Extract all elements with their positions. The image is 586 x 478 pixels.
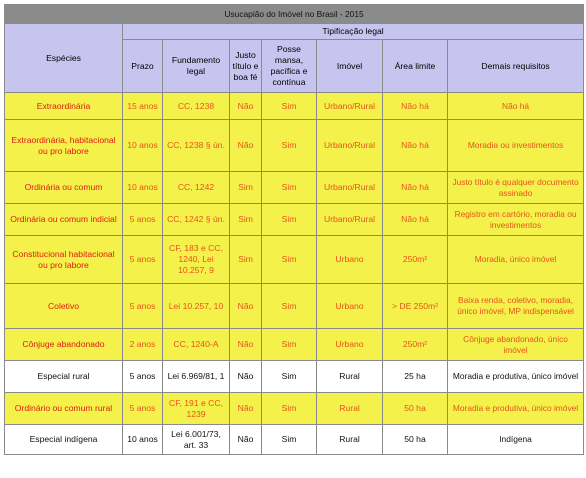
- table-body: [5, 93, 584, 455]
- header-demais-requisitos: Demais requisitos: [448, 40, 584, 93]
- table-title: Usucapião do Imóvel no Brasil - 2015: [5, 5, 584, 24]
- cell-requisitos: Moradia e produtiva, único imóvel: [448, 393, 584, 425]
- cell-especie: Ordinária ou comum: [5, 172, 123, 204]
- header-justo-titulo: Justo título e boa fé: [230, 40, 262, 93]
- table-row: [5, 425, 584, 455]
- cell-fundamento: CC, 1242: [163, 172, 230, 204]
- cell-especie: Especial rural: [5, 361, 123, 393]
- cell-justo-titulo: Não: [230, 93, 262, 120]
- cell-especie: Ordinário ou comum rural: [5, 393, 123, 425]
- cell-prazo: 5 anos: [123, 204, 163, 236]
- cell-posse: Sim: [262, 93, 317, 120]
- usucapiao-table-container: [4, 4, 584, 455]
- cell-prazo: 5 anos: [123, 361, 163, 393]
- cell-requisitos: Cônjuge abandonado, único imóvel: [448, 329, 584, 361]
- cell-area: 250m²: [383, 236, 448, 284]
- cell-posse: Sim: [262, 425, 317, 455]
- cell-area: 50 ha: [383, 393, 448, 425]
- cell-justo-titulo: Sim: [230, 236, 262, 284]
- cell-prazo: 5 anos: [123, 284, 163, 329]
- header-posse-mansa: Posse mansa, pacífica e contínua: [262, 40, 317, 93]
- header-fundamento-legal: Fundamento legal: [163, 40, 230, 93]
- title-row: [5, 5, 584, 24]
- table-row: [5, 204, 584, 236]
- cell-especie: Constitucional habitacional ou pro labore: [5, 236, 123, 284]
- cell-fundamento: CC, 1238 § ún.: [163, 120, 230, 172]
- cell-fundamento: Lei 6.001/73, art. 33: [163, 425, 230, 455]
- cell-justo-titulo: Não: [230, 425, 262, 455]
- cell-posse: Sim: [262, 172, 317, 204]
- table-head: [5, 5, 584, 93]
- cell-area: Não há: [383, 204, 448, 236]
- usucapiao-table: [4, 4, 584, 455]
- cell-justo-titulo: Não: [230, 284, 262, 329]
- table-row: [5, 361, 584, 393]
- cell-posse: Sim: [262, 284, 317, 329]
- header-tipificacao: Tipificação legal: [123, 24, 584, 40]
- cell-imovel: Rural: [317, 361, 383, 393]
- cell-fundamento: CC, 1240-A: [163, 329, 230, 361]
- cell-area: 250m²: [383, 329, 448, 361]
- cell-especie: Especial indígena: [5, 425, 123, 455]
- cell-especie: Coletivo: [5, 284, 123, 329]
- cell-especie: Cônjuge abandonado: [5, 329, 123, 361]
- cell-justo-titulo: Não: [230, 393, 262, 425]
- table-row: [5, 329, 584, 361]
- cell-justo-titulo: Não: [230, 120, 262, 172]
- cell-justo-titulo: Não: [230, 361, 262, 393]
- cell-requisitos: Não há: [448, 93, 584, 120]
- cell-fundamento: CF, 191 e CC, 1239: [163, 393, 230, 425]
- cell-prazo: 2 anos: [123, 329, 163, 361]
- header-imovel: Imóvel: [317, 40, 383, 93]
- cell-requisitos: Justo título é qualquer documento assinado: [448, 172, 584, 204]
- cell-posse: Sim: [262, 120, 317, 172]
- cell-imovel: Urbano/Rural: [317, 172, 383, 204]
- cell-posse: Sim: [262, 361, 317, 393]
- table-row: [5, 284, 584, 329]
- cell-imovel: Rural: [317, 393, 383, 425]
- cell-requisitos: Moradia e produtiva, único imóvel: [448, 361, 584, 393]
- cell-area: 25 ha: [383, 361, 448, 393]
- cell-fundamento: Lei 6.969/81, 1: [163, 361, 230, 393]
- cell-imovel: Urbano/Rural: [317, 93, 383, 120]
- cell-imovel: Urbano: [317, 284, 383, 329]
- cell-justo-titulo: Não: [230, 329, 262, 361]
- cell-fundamento: CC, 1242 § ún.: [163, 204, 230, 236]
- cell-posse: Sim: [262, 236, 317, 284]
- cell-prazo: 5 anos: [123, 236, 163, 284]
- table-row: [5, 120, 584, 172]
- cell-fundamento: CC, 1238: [163, 93, 230, 120]
- cell-especie: Extraordinária: [5, 93, 123, 120]
- cell-prazo: 10 anos: [123, 425, 163, 455]
- cell-requisitos: Moradia ou investimentos: [448, 120, 584, 172]
- cell-requisitos: Registro em cartório, moradia ou investimentos: [448, 204, 584, 236]
- cell-requisitos: Baixa renda, coletivo, moradia, único imóvel, MP indispensável: [448, 284, 584, 329]
- cell-imovel: Urbano/Rural: [317, 120, 383, 172]
- cell-requisitos: Indígena: [448, 425, 584, 455]
- cell-fundamento: Lei 10.257, 10: [163, 284, 230, 329]
- cell-especie: Ordinária ou comum indicial: [5, 204, 123, 236]
- cell-justo-titulo: Sim: [230, 204, 262, 236]
- table-row: [5, 236, 584, 284]
- table-row: [5, 93, 584, 120]
- cell-requisitos: Moradia, único imóvel: [448, 236, 584, 284]
- cell-especie: Extraordinária, habitacional ou pro labore: [5, 120, 123, 172]
- cell-posse: Sim: [262, 393, 317, 425]
- cell-imovel: Rural: [317, 425, 383, 455]
- cell-posse: Sim: [262, 329, 317, 361]
- cell-fundamento: CF, 183 e CC, 1240, Lei 10.257, 9: [163, 236, 230, 284]
- cell-imovel: Urbano: [317, 329, 383, 361]
- cell-prazo: 5 anos: [123, 393, 163, 425]
- cell-area: > DE 250m²: [383, 284, 448, 329]
- table-row: [5, 393, 584, 425]
- cell-imovel: Urbano/Rural: [317, 204, 383, 236]
- cell-area: Não há: [383, 120, 448, 172]
- cell-imovel: Urbano: [317, 236, 383, 284]
- cell-prazo: 10 anos: [123, 172, 163, 204]
- cell-justo-titulo: Sim: [230, 172, 262, 204]
- header-area-limite: Área limite: [383, 40, 448, 93]
- cell-area: 50 ha: [383, 425, 448, 455]
- table-row: [5, 172, 584, 204]
- cell-area: Não há: [383, 93, 448, 120]
- header-especies: Espécies: [5, 24, 123, 93]
- cell-prazo: 15 anos: [123, 93, 163, 120]
- header-prazo: Prazo: [123, 40, 163, 93]
- cell-area: Não há: [383, 172, 448, 204]
- header-row-top: [5, 24, 584, 40]
- cell-prazo: 10 anos: [123, 120, 163, 172]
- cell-posse: Sim: [262, 204, 317, 236]
